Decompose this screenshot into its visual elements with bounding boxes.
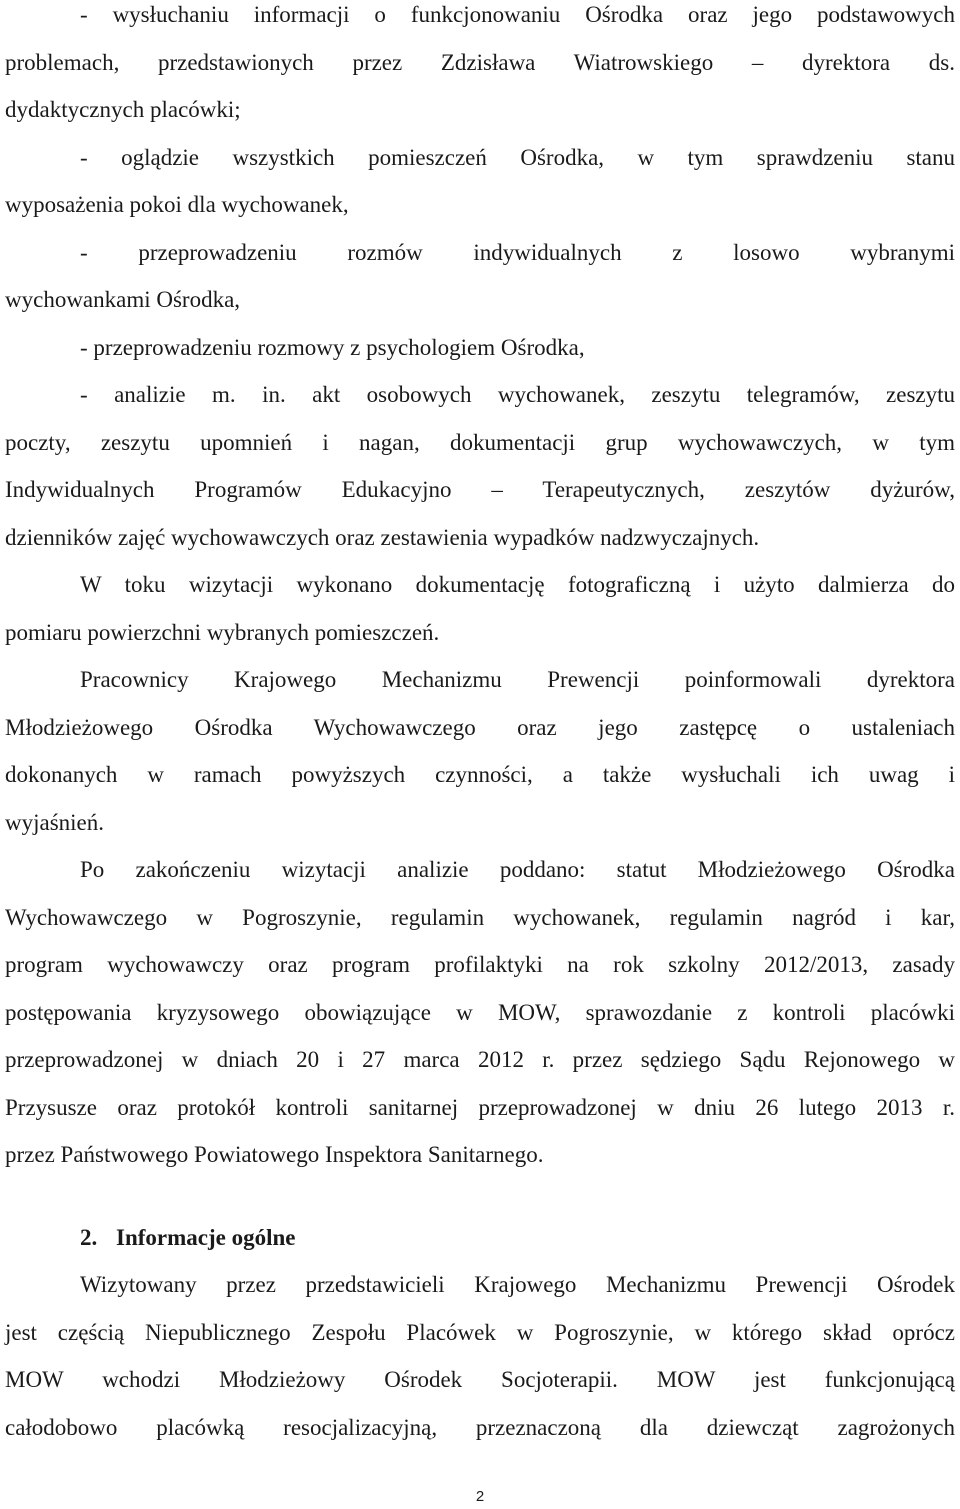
text-line: W toku wizytacji wykonano dokumentację fotograficzną i użyto dalmierza do xyxy=(80,572,955,597)
text-line: program wychowawczy oraz program profilaktyki na rok szkolny 2012/2013, zasady xyxy=(5,952,955,977)
text-line: przez Państwowego Powiatowego Inspektora Sanitarnego. xyxy=(5,1142,544,1167)
report-body xyxy=(5,0,955,1179)
text-line: - oglądzie wszystkich pomieszczeń Ośrodka, w tym sprawdzeniu stanu xyxy=(80,144,955,170)
text-line: MOW wchodzi Młodzieżowy Ośrodek Socjoterapii. MOW jest funkcjonującą xyxy=(5,1367,955,1392)
text-line: poczty, zeszytu upomnień i nagan, dokumentacji grup wychowawczych, w tym xyxy=(5,429,955,455)
text-line: problemach, przedstawionych przez Zdzisława Wiatrowskiego – dyrektora ds. xyxy=(5,49,955,75)
text-line: Przysusze oraz protokół kontroli sanitarnej przeprowadzonej w dniu 26 lutego 2013 r. xyxy=(5,1094,955,1120)
text-line: dydaktycznych placówki; xyxy=(5,97,241,122)
text-line: wyposażenia pokoi dla wychowanek, xyxy=(5,192,349,217)
text-line: postępowania kryzysowego obowiązujące w MOW, sprawozdanie z kontroli placówki xyxy=(5,999,955,1025)
text-line: wychowankami Ośrodka, xyxy=(5,287,241,312)
section-number: 2. xyxy=(80,1225,98,1250)
text-line: Wychowawczego w Pogroszynie, regulamin wychowanek, regulamin nagród i kar, xyxy=(5,904,955,930)
text-line: całodobowo placówką resocjalizacyjną, przeznaczoną dla dziewcząt zagrożonych xyxy=(5,1414,955,1440)
text-line: - wysłuchaniu informacji o funkcjonowaniu Ośrodka oraz jego podstawowych xyxy=(80,2,955,27)
text-line: Pracownicy Krajowego Mechanizmu Prewencji poinformowali dyrektora xyxy=(80,667,955,692)
text-line: dokonanych w ramach powyższych czynności, a także wysłuchali ich uwag i xyxy=(5,762,955,787)
page-number: 2 xyxy=(475,1488,485,1505)
section-heading xyxy=(5,1214,955,1262)
text-line: Po zakończeniu wizytacji analizie poddano: statut Młodzieżowego Ośrodka xyxy=(80,857,955,882)
section-body xyxy=(5,1261,955,1451)
text-line: - przeprowadzeniu rozmów indywidualnych z losowo wybranymi xyxy=(80,239,955,265)
section-title: Informacje ogólne xyxy=(116,1225,296,1250)
text-line: przeprowadzonej w dniach 20 i 27 marca 2012 r. przez sędziego Sądu Rejonowego w xyxy=(5,1047,955,1072)
text-line: pomiaru powierzchni wybranych pomieszczeń. xyxy=(5,619,440,645)
text-line: - przeprowadzeniu rozmowy z psychologiem Ośrodka, xyxy=(80,334,585,360)
text-line: - analizie m. in. akt osobowych wychowanek, zeszytu telegramów, zeszytu xyxy=(80,382,955,407)
text-line: wyjaśnień. xyxy=(5,809,105,835)
text-line: Młodzieżowego Ośrodka Wychowawczego oraz jego zastępcę o ustaleniach xyxy=(5,714,955,740)
text-line: dzienników zajęć wychowawczych oraz zestawienia wypadków nadzwyczajnych. xyxy=(5,524,760,550)
text-line: jest częścią Niepublicznego Zespołu Placówek w Pogroszynie, w którego skład oprócz xyxy=(5,1319,955,1345)
text-line: Indywidualnych Programów Edukacyjno – Terapeutycznych, zeszytów dyżurów, xyxy=(5,477,955,502)
text-line: Wizytowany przez przedstawicieli Krajowego Mechanizmu Prewencji Ośrodek xyxy=(80,1272,955,1297)
